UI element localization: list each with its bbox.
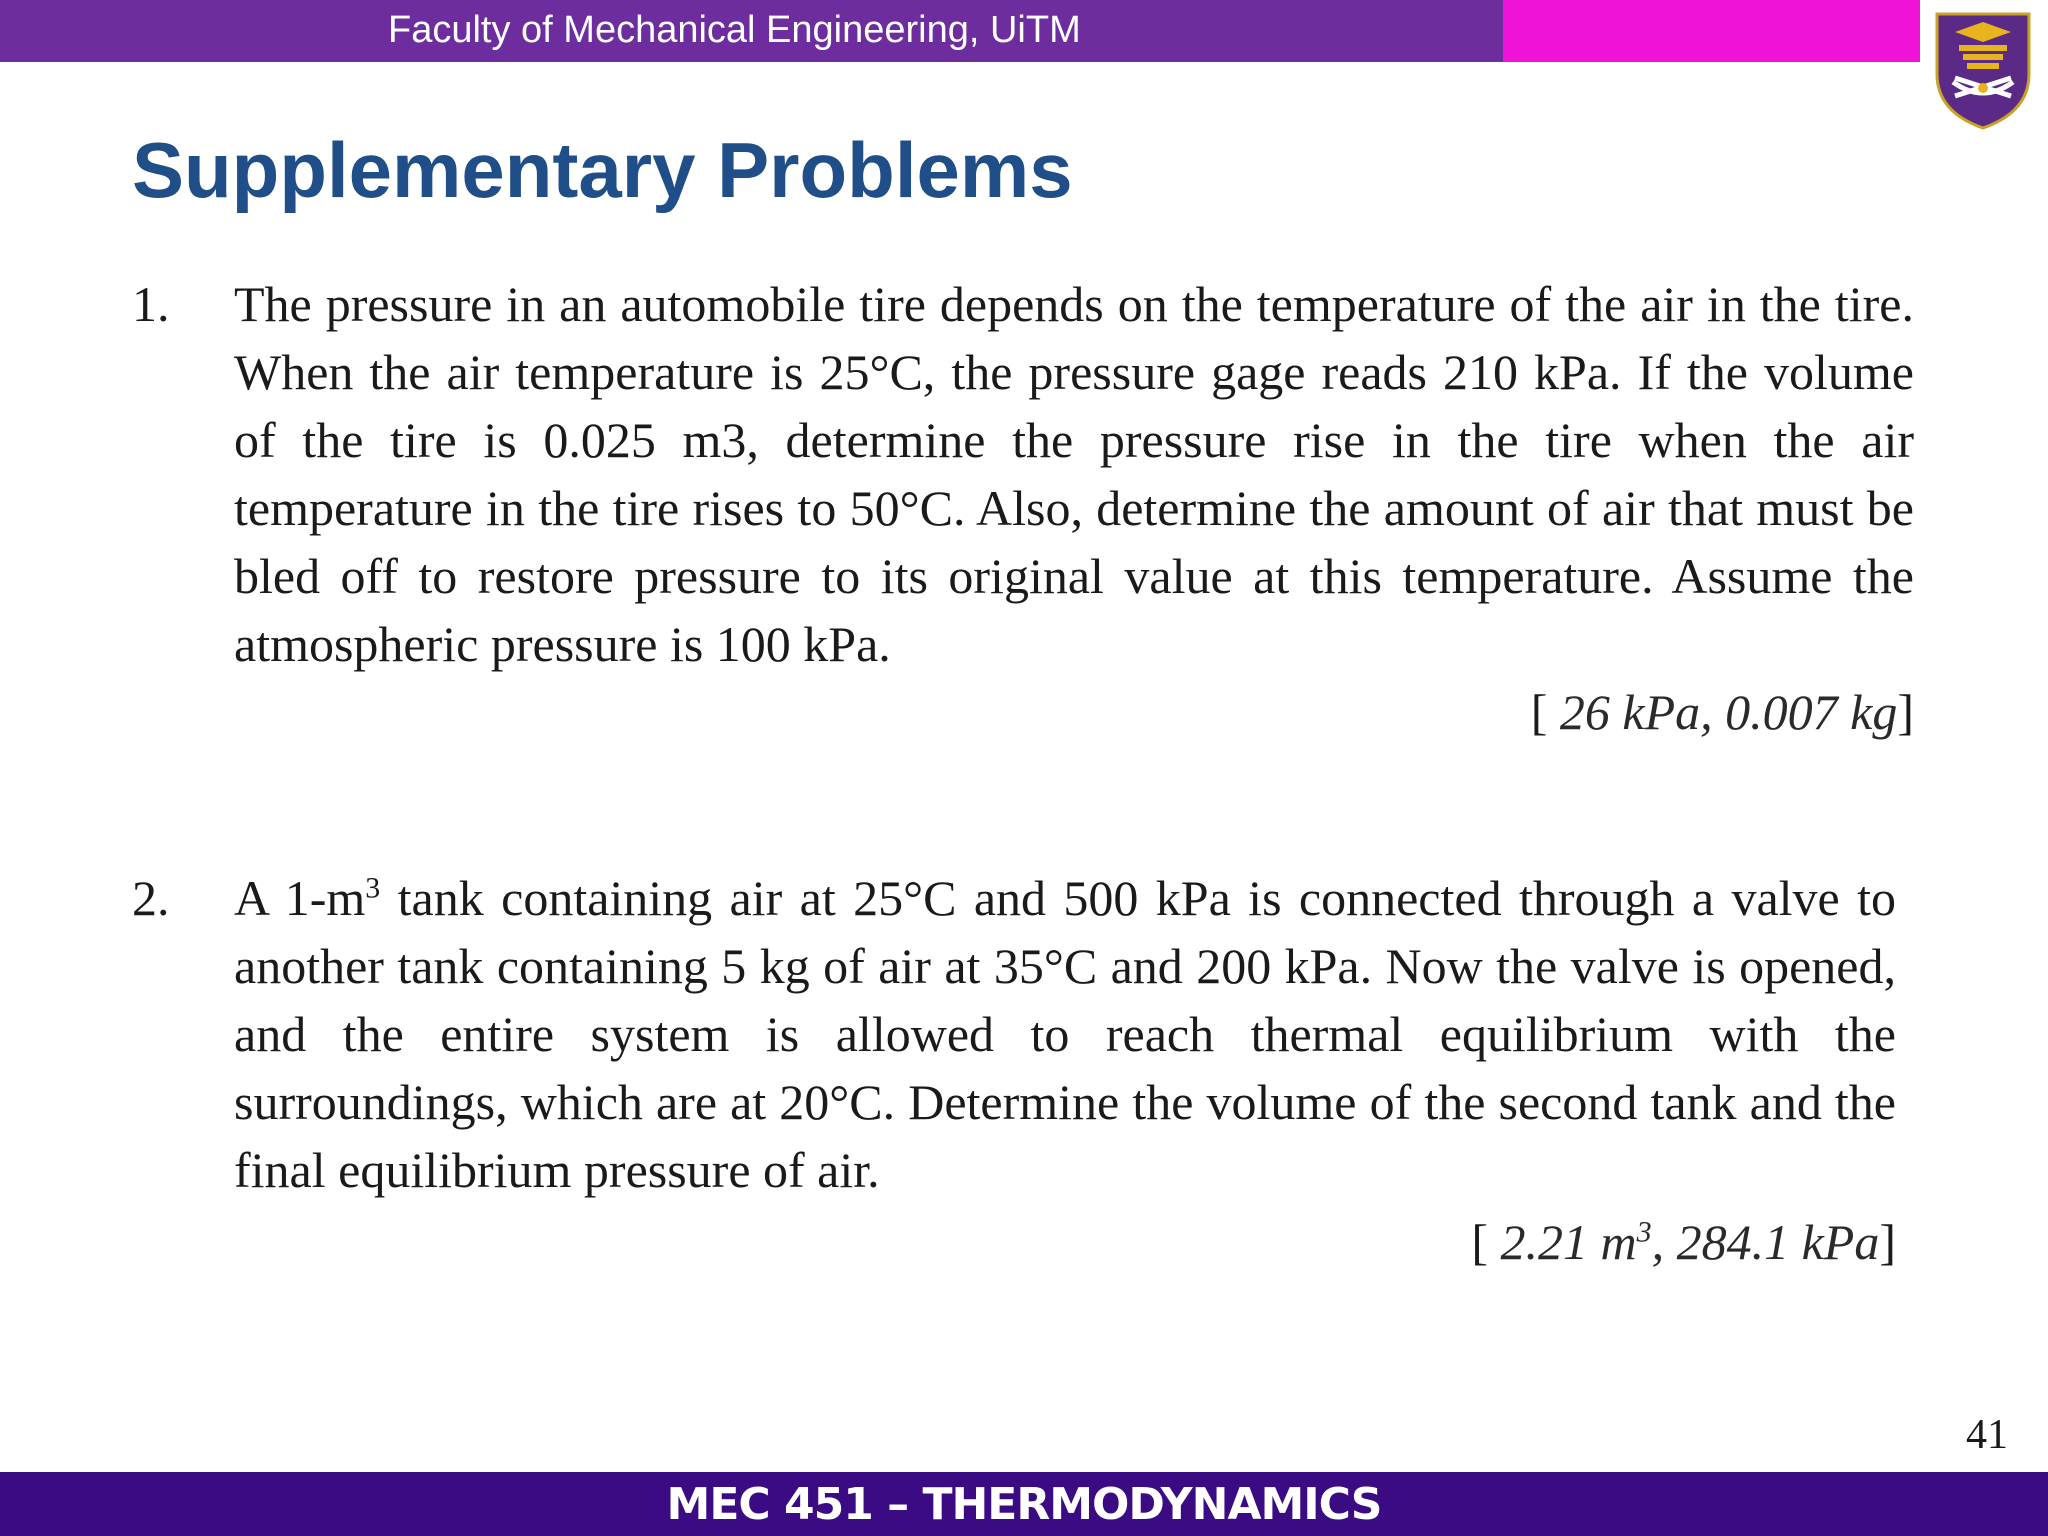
problem-2-answer-part1: 2.21 m — [1500, 1214, 1637, 1270]
course-title: MEC 451 – THERMODYNAMICS — [666, 1479, 1382, 1530]
problem-2-answer: [ 2.21 $m^3$, 284.1 kPa] — [1471, 1214, 1896, 1270]
problem-2-text — [234, 864, 1896, 1204]
problem-2-superscript: 3 — [365, 871, 381, 905]
problem-2-answer-part2: , 284.1 kPa — [1651, 1214, 1880, 1270]
faculty-title: Faculty of Mechanical Engineering, UiTM — [388, 9, 1081, 51]
problem-2-answer-superscript: 3 — [1636, 1215, 1652, 1249]
problem-2-text-start: A 1-m — [234, 870, 366, 926]
problem-1-answer-value: 26 kPa, 0.007 kg — [1559, 684, 1898, 740]
problem-2-answer-value — [1501, 1214, 1880, 1270]
problem-2-text-rest: tank containing air at 25°C and 500 kPa is connected through a valve to another tank containing 5 kg of air at 35°C and 200 kPa. Now the valve is opened, and the entire system is allowed to reach thermal equilibrium with the surroundings, which are at 20°C. Determine the volume of the second tank and the final equilibrium pressure of air. — [234, 870, 1896, 1198]
header-accent-bar — [1503, 0, 1920, 62]
page-title: Supplementary Problems — [132, 126, 1073, 214]
problem-1-answer: [ 26 kPa, 0.007 kg] — [1530, 684, 1914, 740]
problem-2-number: 2. — [132, 870, 170, 926]
problem-1-text: The pressure in an automobile tire depends on the temperature of the air in the tire. When the air temperature is 25°C, the pressure gage reads 210 kPa. If the volume of the tire is 0.025 m3, determine the pressure rise in the tire when the air temperature in the tire rises to 50°C. Also, determine the amount of air that must be bled off to restore pressure to its original value at this temperature. Assume the atmospheric pressure is 100 kPa. — [234, 276, 1914, 672]
problem-1-number: 1. — [132, 276, 170, 332]
page-number: 41 — [1966, 1412, 2008, 1458]
uitm-crest-icon — [1933, 12, 2033, 130]
